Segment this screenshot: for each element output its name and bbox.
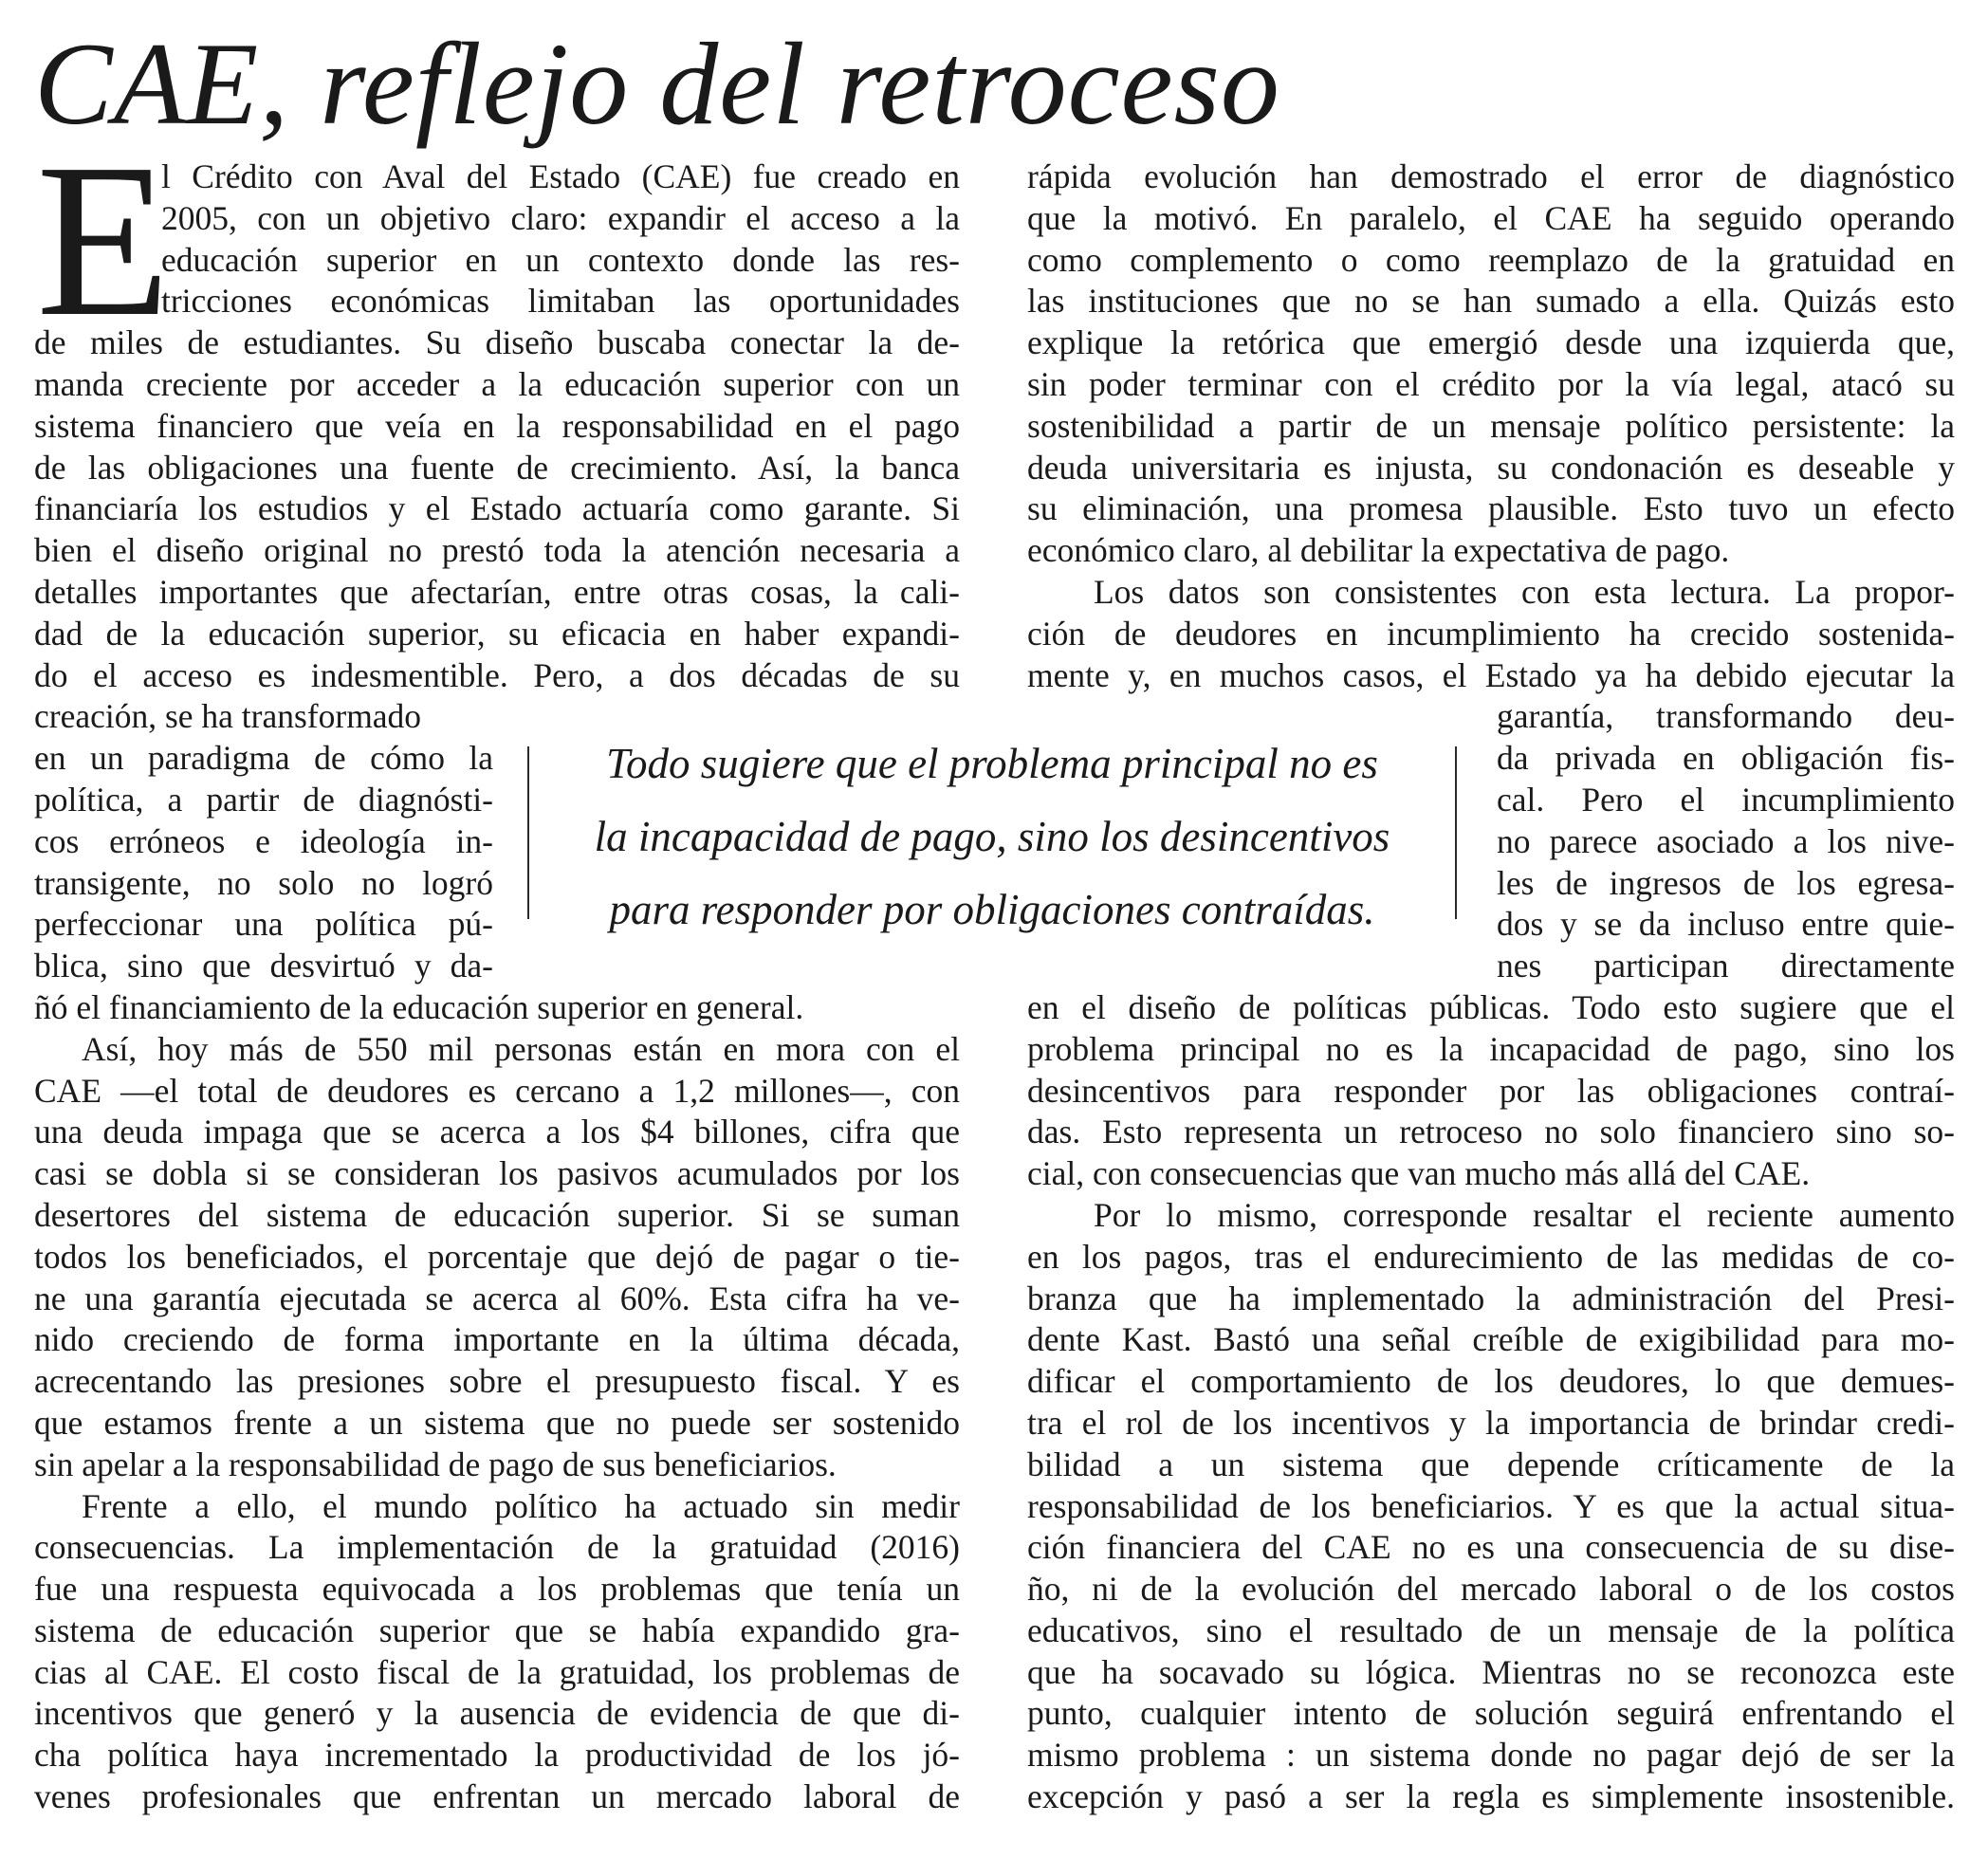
text-line: ño, ni de la evolución del mercado laboral o de los costos [1027, 1570, 1955, 1609]
text-line: Frente a ello, el mundo político ha actuado sin medir [82, 1486, 960, 1525]
text-line: fue una respuesta equivocada a los problemas que tenía un [34, 1570, 960, 1609]
text-line: branza que ha implementado la administración del Presi- [1027, 1279, 1955, 1317]
text-line: cos erróneos e ideología in- [34, 821, 493, 860]
text-line: dificar el comportamiento de los deudores, lo que demues- [1027, 1362, 1955, 1401]
text-line: Por lo mismo, corresponde resaltar el reciente aumento [1094, 1195, 1955, 1234]
text-line: ñó el financiamiento de la educación superior en general. [34, 987, 804, 1026]
text-line: ción de deudores en incumplimiento ha crecido sostenida- [1027, 614, 1955, 653]
text-line: problema principal no es la incapacidad de pago, sino los [1027, 1029, 1955, 1068]
text-line: como complemento o como reemplazo de la gratuidad en [1027, 240, 1955, 279]
pull-quote-line: para responder por obligaciones contraídas. [609, 886, 1375, 933]
text-line: cal. Pero el incumplimiento [1497, 780, 1955, 819]
text-line: blica, sino que desvirtuó y da- [34, 947, 493, 985]
text-line: en el diseño de políticas públicas. Todo esto sugiere que el [1027, 987, 1955, 1026]
text-line: que la motivó. En paralelo, el CAE ha seguido operando [1027, 198, 1955, 237]
text-line: económico claro, al debilitar la expectativa de pago. [1027, 531, 1730, 570]
text-line: consecuencias. La implementación de la gratuidad (2016) [34, 1528, 960, 1567]
text-line: do el acceso es indesmentible. Pero, a dos décadas de su [34, 655, 960, 694]
text-line: deuda universitaria es injusta, su condonación es deseable y [1027, 448, 1955, 487]
text-line: mente y, en muchos casos, el Estado ya ha debido ejecutar la [1027, 655, 1955, 694]
text-line: CAE —el total de deudores es cercano a 1,2 millones—, con [34, 1071, 960, 1110]
text-line: que ha socavado su lógica. Mientras no se reconozca este [1027, 1652, 1955, 1691]
text-line: punto, cualquier intento de solución seguirá enfrentando el [1027, 1694, 1955, 1733]
text-line: tricciones económicas limitaban las oportunidades [161, 282, 960, 321]
text-line: una deuda impaga que se acerca a los $4 billones, cifra que [34, 1113, 960, 1151]
text-line: acrecentando las presiones sobre el presupuesto fiscal. Y es [34, 1362, 960, 1401]
text-line: incentivos que generó y la ausencia de evidencia de que di- [34, 1694, 960, 1733]
text-line: l Crédito con Aval del Estado (CAE) fue creado en [161, 157, 960, 195]
text-line: cial, con consecuencias que van mucho más allá del CAE. [1027, 1154, 1811, 1193]
text-line: garantía, transformando deu- [1497, 697, 1955, 736]
text-line: casi se dobla si se consideran los pasivos acumulados por los [34, 1154, 960, 1193]
text-line: dente Kast. Bastó una señal creíble de exigibilidad para mo- [1027, 1320, 1955, 1359]
text-line: en los pagos, tras el endurecimiento de las medidas de co- [1027, 1237, 1955, 1276]
text-line: ción financiera del CAE no es una consecuencia de su dise- [1027, 1528, 1955, 1567]
text-line: das. Esto representa un retroceso no solo financiero sino so- [1027, 1113, 1955, 1151]
text-line: Así, hoy más de 550 mil personas están en mora con el [82, 1029, 960, 1068]
text-line: cha política haya incrementado la productividad de los jó- [34, 1736, 960, 1775]
text-line: ne una garantía ejecutada se acerca al 60%. Esta cifra ha ve- [34, 1279, 960, 1317]
text-line: su eliminación, una promesa plausible. Esto tuvo un efecto [1027, 489, 1955, 528]
text-line: explique la retórica que emergió desde una izquierda que, [1027, 323, 1955, 362]
text-line: sistema financiero que veía en la responsabilidad en el pago [34, 406, 960, 445]
text-line: responsabilidad de los beneficiarios. Y es que la actual situa- [1027, 1486, 1955, 1525]
text-line: transigente, no solo no logró [34, 863, 493, 902]
article-title: CAE, reflejo del retroceso [34, 19, 1280, 149]
pull-quote-line: la incapacidad de pago, sino los desincentivos [594, 813, 1390, 860]
text-line: bilidad a un sistema que depende críticamente de la [1027, 1445, 1955, 1483]
text-line: todos los beneficiados, el porcentaje que dejó de pagar o tie- [34, 1237, 960, 1276]
text-line: las instituciones que no se han sumado a ella. Quizás esto [1027, 282, 1955, 321]
text-line: desincentivos para responder por las obligaciones contraí- [1027, 1071, 1955, 1110]
text-line: venes profesionales que enfrentan un mercado laboral de [34, 1777, 960, 1816]
pull-quote-line: Todo sugiere que el problema principal no es [606, 740, 1378, 787]
text-line: educativos, sino el resultado de un mensaje de la política [1027, 1611, 1955, 1649]
text-line: rápida evolución han demostrado el error de diagnóstico [1027, 157, 1955, 195]
text-line: detalles importantes que afectarían, entre otras cosas, la cali- [34, 572, 960, 611]
text-line: Los datos son consistentes con esta lectura. La propor- [1094, 572, 1955, 611]
text-line: de las obligaciones una fuente de crecimiento. Así, la banca [34, 448, 960, 487]
text-line: excepción y pasó a ser la regla es simplemente insostenible. [1027, 1777, 1955, 1816]
text-line: dos y se da incluso entre quie- [1497, 905, 1955, 944]
text-line: sin poder terminar con el crédito por la vía legal, atacó su [1027, 364, 1955, 403]
text-line: financiaría los estudios y el Estado actuaría como garante. Si [34, 489, 960, 528]
text-line: mismo problema : un sistema donde no pagar dejó de ser la [1027, 1736, 1955, 1775]
text-line: que estamos frente a un sistema que no puede ser sostenido [34, 1403, 960, 1442]
text-line: sin apelar a la responsabilidad de pago de sus beneficiarios. [34, 1445, 837, 1483]
text-line: en un paradigma de cómo la [34, 739, 493, 778]
text-line: no parece asociado a los nive- [1497, 821, 1955, 860]
text-line: desertores del sistema de educación superior. Si se suman [34, 1195, 960, 1234]
text-line: cias al CAE. El costo fiscal de la gratuidad, los problemas de [34, 1652, 960, 1691]
text-line: da privada en obligación fis- [1497, 739, 1955, 778]
text-line: les de ingresos de los egresa- [1497, 863, 1955, 902]
text-line: nido creciendo de forma importante en la última década, [34, 1320, 960, 1359]
text-line: política, a partir de diagnósti- [34, 780, 493, 819]
text-line: dad de la educación superior, su eficacia en haber expandi- [34, 614, 960, 653]
text-line: perfeccionar una política pú- [34, 905, 493, 944]
text-line: 2005, con un objetivo claro: expandir el acceso a la [161, 198, 960, 237]
text-line: nes participan directamente [1497, 947, 1955, 985]
text-line: bien el diseño original no prestó toda la atención necesaria a [34, 531, 960, 570]
text-line: creación, se ha transformado [34, 697, 422, 736]
text-line: sostenibilidad a partir de un mensaje político persistente: la [1027, 406, 1955, 445]
drop-cap: E [36, 159, 171, 322]
column-right [1027, 156, 1955, 1818]
text-line: de miles de estudiantes. Su diseño buscaba conectar la de- [34, 323, 960, 362]
column-left [34, 156, 960, 1818]
text-line: sistema de educación superior que se había expandido gra- [34, 1611, 960, 1649]
text-line: tra el rol de los incentivos y la importancia de brindar credi- [1027, 1403, 1955, 1442]
text-line: educación superior en un contexto donde las res- [161, 240, 960, 279]
text-line: manda creciente por acceder a la educación superior con un [34, 364, 960, 403]
